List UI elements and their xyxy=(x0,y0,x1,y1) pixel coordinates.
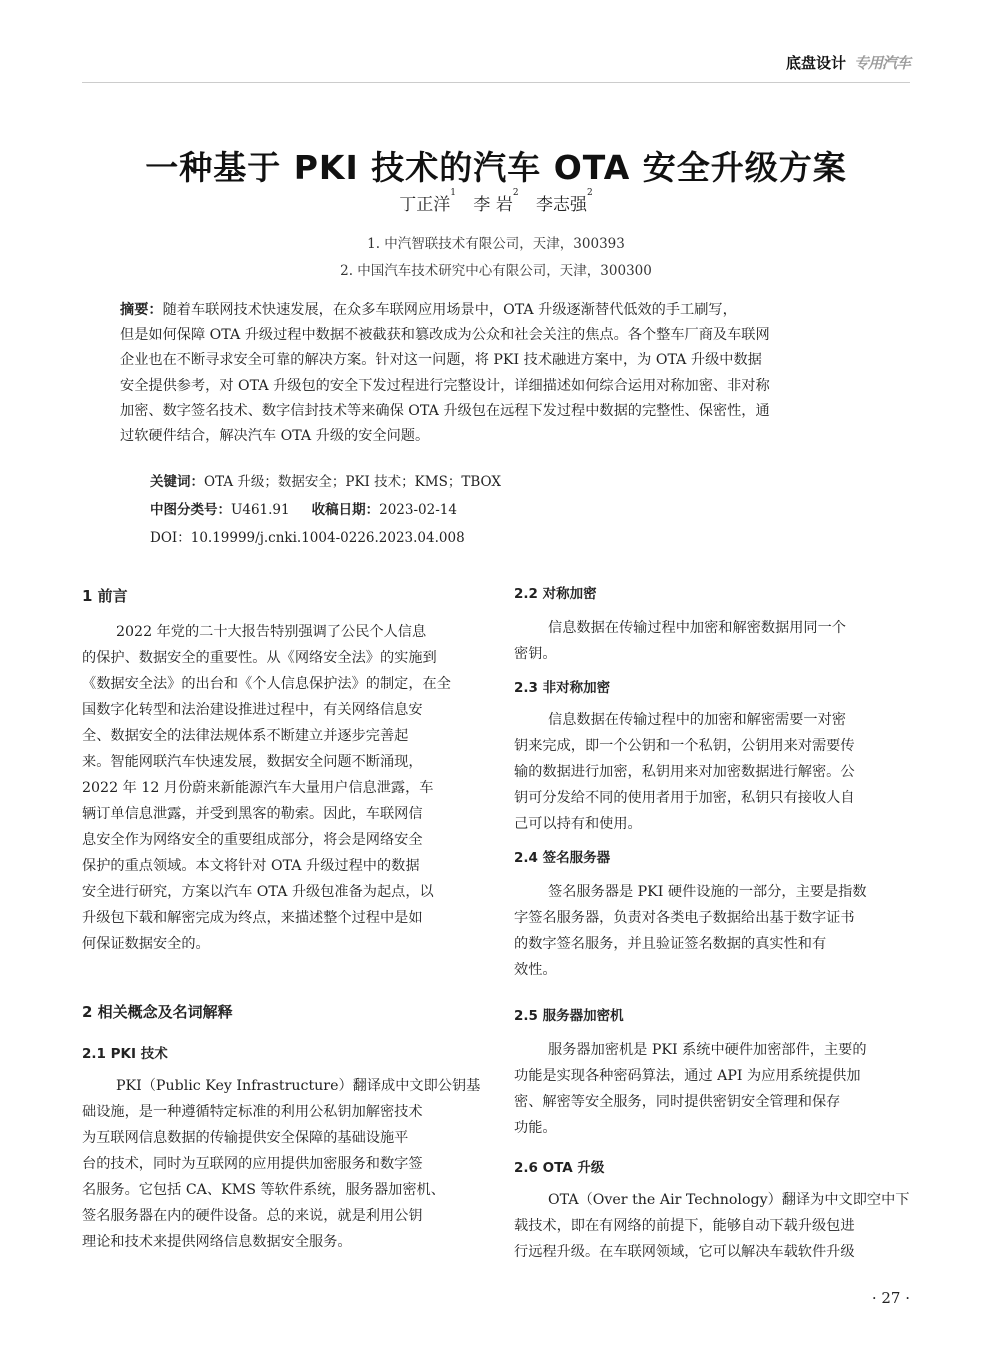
subsection-heading: 2.1 PKI 技术 xyxy=(82,1046,168,1062)
body-line: 密钥。 xyxy=(514,646,557,662)
header-rule xyxy=(82,82,910,83)
body-line: 行远程升级。在车联网领域，它可以解决车载软件升级 xyxy=(514,1244,855,1260)
body-line: 功能是实现各种密码算法，通过 API 为应用系统提供加 xyxy=(514,1068,861,1084)
author xyxy=(473,188,519,215)
body-line: 《数据安全法》的出台和《个人信息保护法》的制定，在全 xyxy=(82,676,451,692)
author-name: 李 岩 xyxy=(473,195,513,215)
body-line: 息安全作为网络安全的重要组成部分，将会是网络安全 xyxy=(82,832,423,848)
body-line: 己可以持有和使用。 xyxy=(514,816,642,832)
body-line: 国数字化转型和法治建设推进过程中，有关网络信息安 xyxy=(82,702,423,718)
abstract-line: 加密、数字签名技术、数字信封技术等来确保 OTA 升级包在远程下发过程中数据的完整性、保密性，通 xyxy=(120,402,770,419)
abstract-line: 安全提供参考，对 OTA 升级包的安全下发过程进行完整设计，详细描述如何综合运用对称加密、非对称 xyxy=(120,377,770,394)
author-affiliation-mark: 2 xyxy=(586,188,593,198)
body-line: 何保证数据安全的。 xyxy=(82,936,210,952)
body-line: 辆订单信息泄露，并受到黑客的勒索。因此，车联网信 xyxy=(82,806,423,822)
abstract-label: 摘要： xyxy=(120,302,163,318)
body-line: 签名服务器是 PKI 硬件设施的一部分，主要是指数 xyxy=(548,884,867,900)
body-line: 钥可分发给不同的使用者用于加密，私钥只有接收人自 xyxy=(514,790,855,806)
body-line: PKI（Public Key Infrastructure）翻译成中文即公钥基 xyxy=(116,1078,481,1094)
abstract-line: 但是如何保障 OTA 升级过程中数据不被截获和篡改成为公众和社会关注的焦点。各个整车厂商及车联网 xyxy=(120,327,770,344)
body-line: 载技术，即在有网络的前提下，能够自动下载升级包进 xyxy=(514,1218,855,1234)
subsection-heading: 2.4 签名服务器 xyxy=(514,850,611,866)
body-line: 密、解密等安全服务，同时提供密钥安全管理和保存 xyxy=(514,1094,841,1110)
paper-title: 一种基于 PKI 技术的汽车 OTA 安全升级方案 xyxy=(145,148,847,187)
body-line: 信息数据在传输过程中的加密和解密需要一对密 xyxy=(548,712,846,728)
journal-logo: 专用汽车 xyxy=(853,54,910,72)
author-name: 丁正洋 xyxy=(399,195,451,215)
doi xyxy=(150,526,465,546)
abstract-line xyxy=(120,298,876,323)
body-line: 的数字签名服务，并且验证签名数据的真实性和有 xyxy=(514,936,827,952)
body-line: 保护的重点领域。本文将针对 OTA 升级过程中的数据 xyxy=(82,858,420,874)
keywords-label: 关键词： xyxy=(150,474,204,490)
body-line: 2022 年 12 月份蔚来新能源汽车大量用户信息泄露，车 xyxy=(82,780,434,796)
body-line: 字签名服务器，负责对各类电子数据给出基于数字证书 xyxy=(514,910,855,926)
subsection-heading: 2.5 服务器加密机 xyxy=(514,1008,624,1024)
body-line: 的保护、数据安全的重要性。从《网络安全法》的实施到 xyxy=(82,650,437,666)
body-line: 理论和技术来提供网络信息数据安全服务。 xyxy=(82,1234,352,1250)
section-heading: 1 前言 xyxy=(82,587,128,605)
affiliation: 2. 中国汽车技术研究中心有限公司，天津，300300 xyxy=(340,263,652,279)
body-line: OTA（Over the Air Technology）翻译为中文即空中下 xyxy=(548,1192,910,1208)
subsection-heading: 2.3 非对称加密 xyxy=(514,680,611,696)
abstract-line: 过软硬件结合，解决汽车 OTA 升级的安全问题。 xyxy=(120,428,430,445)
received-date-label: 收稿日期： xyxy=(311,502,380,518)
abstract-text: 随着车联网技术快速发展，在众多车联网应用场景中，OTA 升级逐渐替代低效的手工刷写， xyxy=(162,302,737,318)
body-line: 信息数据在传输过程中加密和解密数据用同一个 xyxy=(548,620,846,636)
author xyxy=(535,188,593,215)
body-line: 升级包下载和解密完成为终点，来描述整个过程中是如 xyxy=(82,910,423,926)
section-name: 底盘设计 xyxy=(785,54,846,72)
abstract xyxy=(120,298,876,449)
author-affiliation-mark: 2 xyxy=(512,188,519,198)
body-line: 全、数据安全的法律法规体系不断建立并逐步完善起 xyxy=(82,728,409,744)
abstract-line: 企业也在不断寻求安全可靠的解决方案。针对这一问题，将 PKI 技术融进方案中，为 OTA 升级中数据 xyxy=(120,352,762,369)
author-affiliation-mark: 1 xyxy=(450,188,457,198)
body-line: 安全进行研究，方案以汽车 OTA 升级包准备为起点，以 xyxy=(82,884,434,900)
section-heading: 2 相关概念及名词解释 xyxy=(82,1003,233,1021)
keywords-value: OTA 升级；数据安全；PKI 技术；KMS；TBOX xyxy=(204,474,501,490)
body-line: 功能。 xyxy=(514,1120,557,1136)
subsection-heading: 2.2 对称加密 xyxy=(514,586,597,602)
author-list xyxy=(0,190,992,215)
body-line: 签名服务器在内的硬件设备。总的来说，就是利用公钥 xyxy=(82,1208,423,1224)
classification xyxy=(150,498,457,518)
body-line: 台的技术，同时为互联网的应用提供加密服务和数字签 xyxy=(82,1156,423,1172)
body-line: 2022 年党的二十大报告特别强调了公民个人信息 xyxy=(116,624,427,640)
page-number: · 27 · xyxy=(871,1289,910,1307)
body-line: 为互联网信息数据的传输提供安全保障的基础设施平 xyxy=(82,1130,409,1146)
received-date-value: 2023-02-14 xyxy=(379,502,457,518)
classification-label: 中图分类号： xyxy=(150,502,231,518)
body-line: 来。智能网联汽车快速发展，数据安全问题不断涌现， xyxy=(82,754,423,770)
body-line: 础设施，是一种遵循特定标准的利用公私钥加解密技术 xyxy=(82,1104,423,1120)
classification-value: U461.91 xyxy=(231,502,290,518)
author xyxy=(399,188,457,215)
body-line: 服务器加密机是 PKI 系统中硬件加密部件，主要的 xyxy=(548,1042,867,1058)
affiliation: 1. 中汽智联技术有限公司，天津，300393 xyxy=(367,236,625,252)
body-line: 输的数据进行加密，私钥用来对加密数据进行解密。公 xyxy=(514,764,855,780)
header-right xyxy=(786,52,910,73)
body-line: 效性。 xyxy=(514,962,557,978)
subsection-heading: 2.6 OTA 升级 xyxy=(514,1160,605,1176)
body-line: 名服务。它包括 CA、KMS 等软件系统，服务器加密机、 xyxy=(82,1182,445,1198)
body-line: 钥来完成，即一个公钥和一个私钥，公钥用来对需要传 xyxy=(514,738,855,754)
author-name: 李志强 xyxy=(535,195,587,215)
doi-label: DOI： xyxy=(150,530,191,546)
keywords xyxy=(150,470,501,490)
doi-value: 10.19999/j.cnki.1004-0226.2023.04.008 xyxy=(190,530,465,546)
